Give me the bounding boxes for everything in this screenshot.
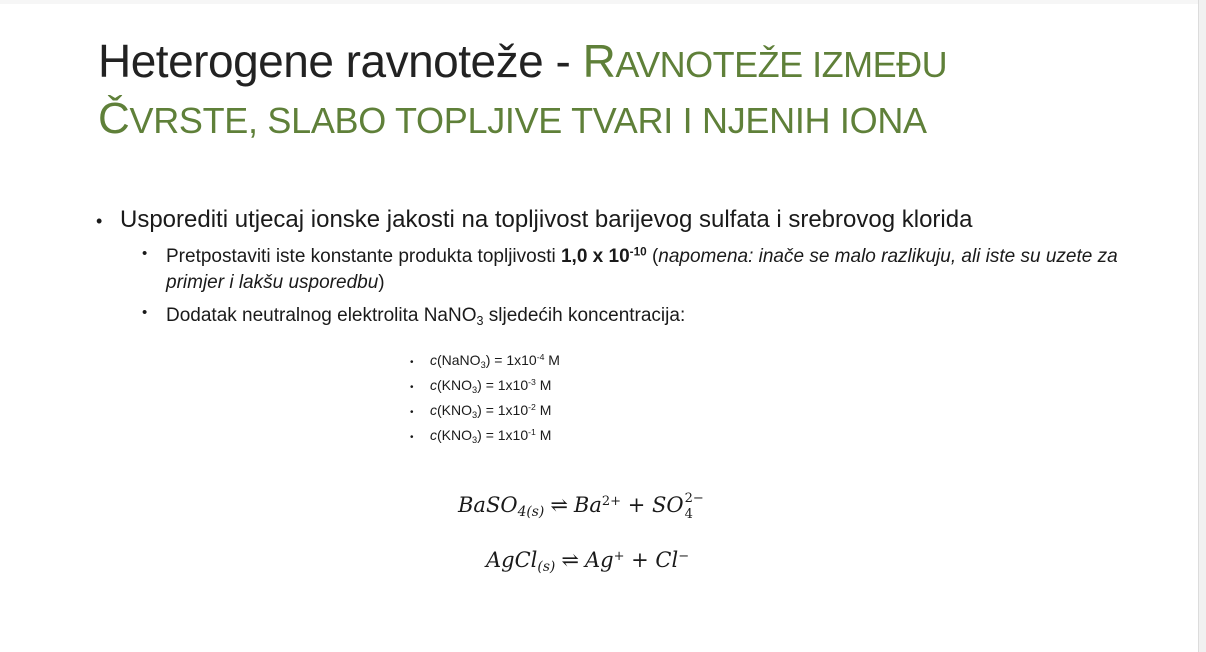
eq2-reactant-sub: (s) [537, 559, 556, 576]
bullet-dot-icon: • [142, 245, 148, 262]
conc-value: ) = 1x10 [477, 377, 529, 393]
bullet-sub-electrolyte-text [166, 303, 685, 329]
bullet-dot-icon: • [410, 357, 414, 368]
bullet-dot-icon: • [410, 382, 414, 393]
equilibrium-arrow-icon: ⇌ [561, 548, 579, 572]
bullet-sub-ksp [142, 244, 1136, 295]
conc-sub: 3 [472, 409, 478, 420]
ksp-base: 1,0 x 10 [560, 246, 630, 267]
electrolyte-subscript: 3 [476, 314, 484, 329]
slide-right-edge [1198, 0, 1206, 652]
eq1-plus: + [621, 493, 653, 517]
equation-agcl [486, 548, 690, 576]
slide-top-border [0, 0, 1198, 4]
bullet-dot-icon: • [410, 432, 414, 443]
list-item [410, 377, 560, 402]
conc-value: ) = 1x10 [485, 352, 537, 368]
title-line2-first-letter: Č [98, 93, 130, 143]
paren-open: ( [646, 246, 659, 267]
conc-exp: -2 [528, 402, 536, 413]
eq1-ion2-sub: 4 [684, 507, 693, 522]
list-item [410, 402, 560, 427]
eq1-ion2-charge: 2− [684, 491, 704, 506]
conc-unit: M [544, 352, 560, 368]
conc-salt: (KNO [437, 377, 472, 393]
title-main: Heterogene ravnoteže - [98, 35, 583, 87]
eq2-plus: + [624, 548, 656, 572]
slide-title [98, 36, 1098, 143]
eq2-ion1: Ag [584, 548, 614, 572]
conc-exp: -4 [536, 352, 545, 363]
conc-symbol: c [430, 427, 437, 443]
eq1-ion2: SO [652, 493, 684, 517]
eq2-ion1-charge: + [613, 548, 625, 564]
eq1-ion1-charge: 2+ [601, 493, 622, 509]
bullet-dot-icon: • [142, 304, 148, 322]
concentration-list [410, 352, 560, 452]
eq1-reactant-sub: 4(s) [517, 504, 545, 521]
eq1-ion2-stack [685, 492, 704, 521]
conc-salt: (KNO [437, 402, 472, 418]
eq1-ion1: Ba [573, 493, 602, 517]
title-line2-rest: VRSTE, SLABO TOPLJIVE TVARI I NJENIH IONA [129, 99, 927, 141]
conc-sub: 3 [472, 384, 478, 395]
bullet-dot-icon: • [96, 211, 103, 231]
title-accent-rest: AVNOTEŽE IZMEĐU [615, 44, 948, 85]
ksp-exponent: -10 [629, 245, 647, 259]
conc-unit: M [535, 377, 552, 393]
conc-symbol: c [430, 377, 437, 393]
bullet-sub-ksp-text [166, 244, 1136, 295]
equilibrium-arrow-icon: ⇌ [550, 493, 568, 517]
paren-close: ) [378, 271, 385, 293]
list-item [410, 352, 560, 377]
ksp-text-before: Pretpostaviti iste konstante produkta topljivosti [166, 246, 561, 267]
conc-value: ) = 1x10 [477, 402, 529, 418]
conc-symbol: c [430, 352, 437, 368]
conc-sub: 3 [472, 434, 478, 445]
eq1-reactant: BaSO [458, 493, 518, 517]
ksp-note: napomena: inače se malo razlikuju, ali iste su uzete za primjer i lakšu usporedbu [166, 246, 1118, 293]
eq2-ion2-charge: − [678, 548, 690, 564]
bullet-sub-electrolyte [142, 303, 1136, 329]
eq2-ion2: Cl [655, 548, 679, 572]
title-line-1 [98, 36, 1098, 88]
title-accent-first-letter: R [582, 35, 616, 87]
eq2-reactant: AgCl [486, 548, 538, 572]
conc-salt: (NaNO [437, 352, 481, 368]
bullet-main-text: Usporediti utjecaj ionske jakosti na topljivost barijevog sulfata i srebrovog klorida [120, 206, 973, 233]
electrolyte-text-after: sljedećih koncentracija: [483, 305, 686, 327]
title-line-2 [98, 94, 1098, 143]
ksp-value [561, 246, 647, 267]
bullet-main [96, 206, 1136, 234]
conc-exp: -3 [528, 377, 536, 388]
conc-unit: M [535, 402, 552, 418]
bullet-list [96, 206, 1136, 329]
title-accent [583, 35, 948, 87]
bullet-dot-icon: • [410, 407, 414, 418]
conc-sub: 3 [480, 359, 486, 370]
conc-symbol: c [430, 402, 437, 418]
conc-unit: M [535, 427, 552, 443]
conc-exp: -1 [528, 427, 536, 438]
conc-value: ) = 1x10 [477, 427, 529, 443]
equation-baso4 [458, 492, 704, 521]
conc-salt: (KNO [437, 427, 472, 443]
list-item [410, 427, 560, 452]
electrolyte-text-before: Dodatak neutralnog elektrolita NaNO [166, 305, 477, 327]
